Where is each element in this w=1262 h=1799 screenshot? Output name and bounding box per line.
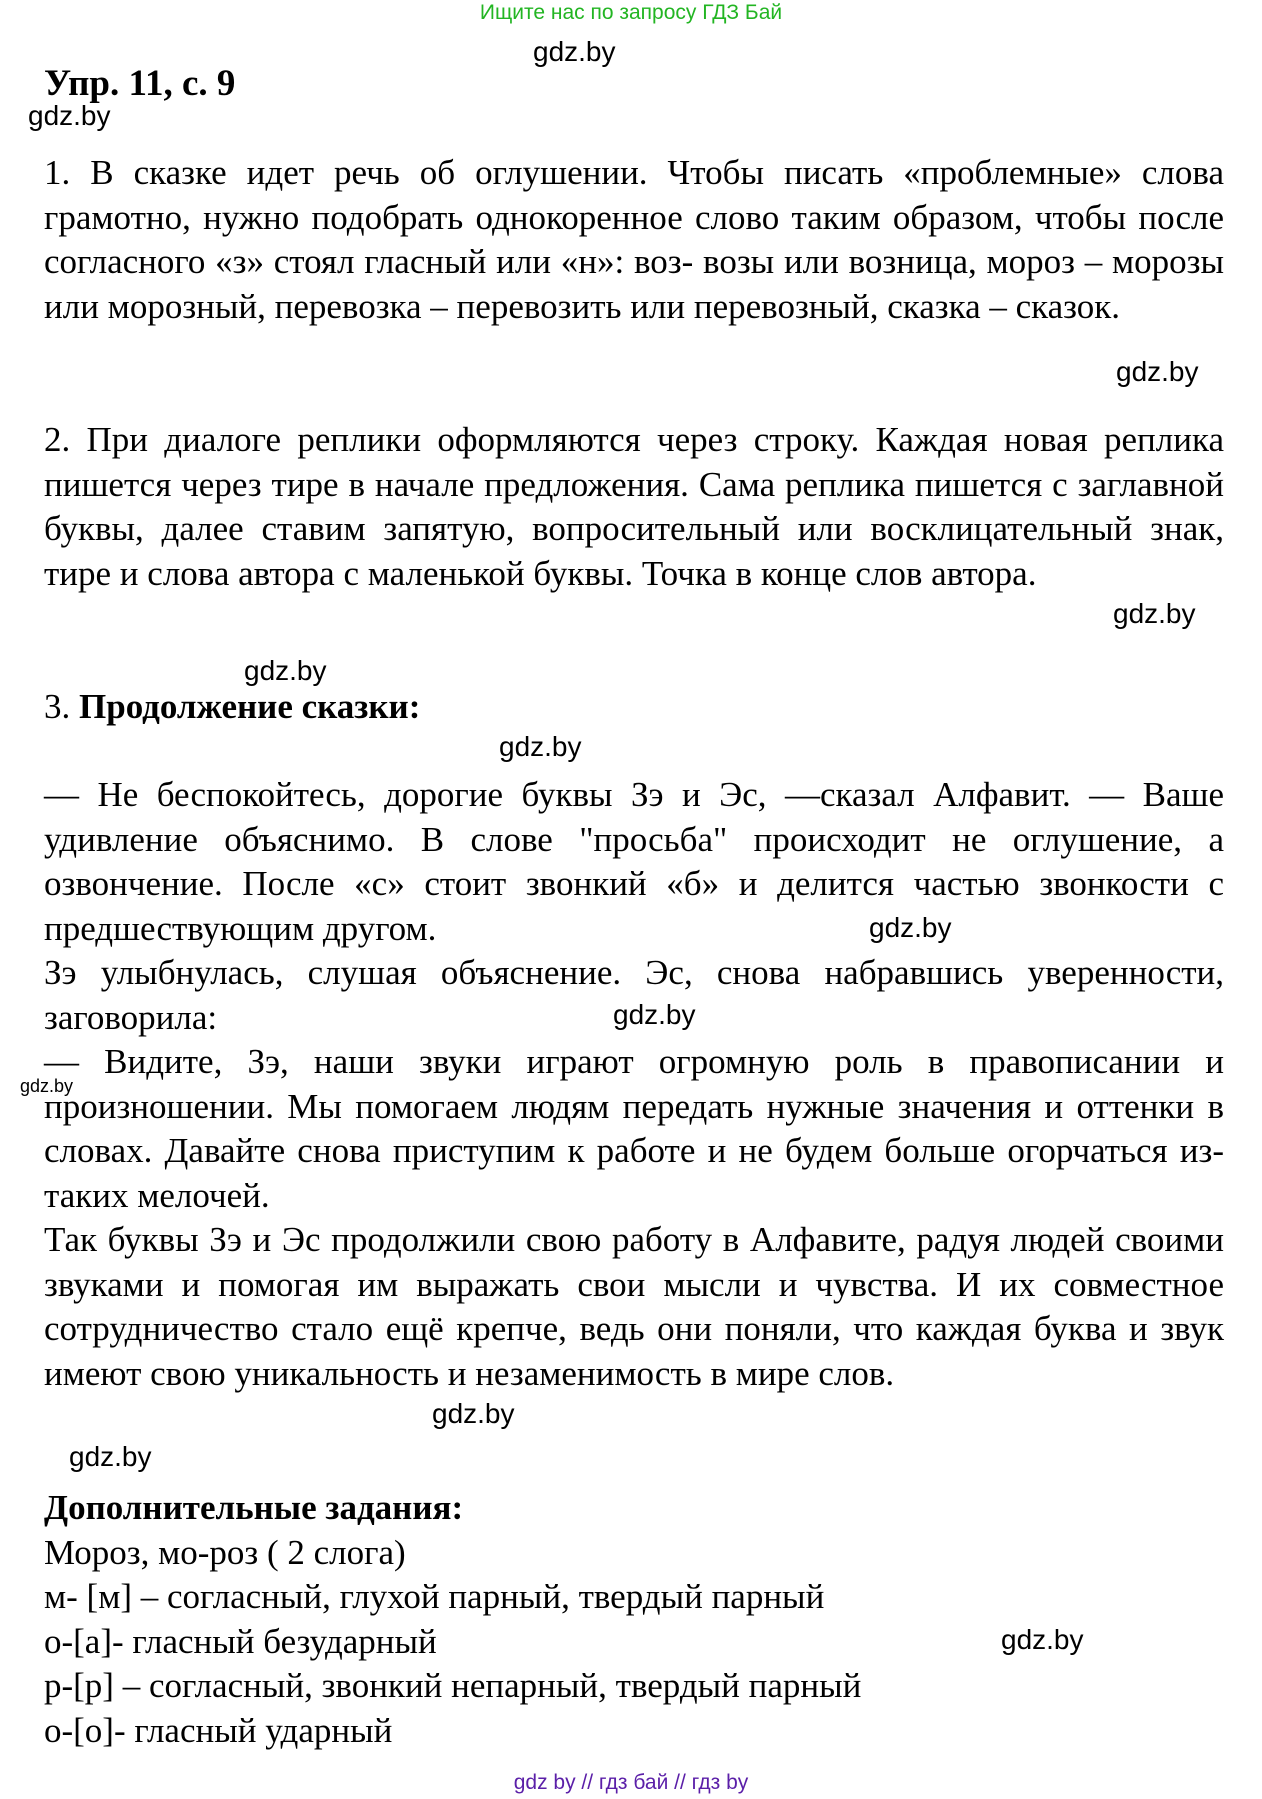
extra-line-2: м- [м] – согласный, глухой парный, твердый парный (44, 1577, 825, 1616)
section-3-heading (44, 685, 420, 729)
watermark: gdz.by (869, 912, 952, 943)
extra-line-3: о-[а]- гласный безударный (44, 1622, 437, 1661)
watermark-small: gdz.by (20, 1076, 74, 1096)
extra-line-1: Мороз, мо-роз ( 2 слога) (44, 1533, 406, 1572)
watermark: gdz.by (432, 1398, 515, 1429)
story-paragraph-4: Так буквы Зэ и Эс продолжили свою работу в Алфавите, радуя людей своими звуками и помогая им выражать свои мысли и чувства. И их совместное сотрудничество стало ещё крепче, ведь они поняли, что каждая буква и звук имеют свою уникальность и незаменимость в мире слов. (44, 1220, 1224, 1393)
watermark: gdz.by (244, 655, 327, 686)
extra-line-5: о-[о]- гласный ударный (44, 1711, 393, 1750)
section-3-number: 3. (44, 687, 71, 726)
watermark: gdz.by (1113, 598, 1196, 629)
story-paragraph-2: Зэ улыбнулась, слушая объяснение. Эс, снова набравшись уверенности, заговорила: (44, 953, 1224, 1037)
extra-tasks-heading: Дополнительные задания: (44, 1488, 464, 1527)
paragraph-2: 2. При диалоге реплики оформляются через строку. Каждая новая реплика пишется через тире в начале предложения. Сама реплика пишется с заглавной буквы, далее ставим запятую, вопросительный или восклицательный знак, тире и слова автора с маленькой буквы. Точка в конце слов автора. (44, 420, 1224, 593)
watermark: gdz.by (69, 1441, 152, 1472)
extra-line-4: р-[р] – согласный, звонкий непарный, твердый парный (44, 1666, 862, 1705)
story-paragraph-3: — Видите, Зэ, наши звуки играют огромную роль в правописании и произношении. Мы помогаем людям передать нужные значения и оттенки в словах. Давайте снова приступим к работе и не будем больше огорчаться из-таких мелочей. (44, 1042, 1224, 1215)
watermark: gdz.by (28, 100, 111, 131)
story-paragraph-1: — Не беспокойтесь, дорогие буквы Зэ и Эс, —сказал Алфавит. — Ваше удивление объяснимо. В слове "просьба" происходит не оглушение, а озвончение. После «с» стоит звонкий «б» и делится частью звонкости с предшествующим другом. (44, 775, 1224, 948)
watermark: gdz.by (1001, 1624, 1084, 1655)
watermark: gdz.by (499, 731, 582, 762)
watermark: gdz.by (613, 999, 696, 1030)
footer-links: gdz by // гдз бай // гдз by (513, 1771, 749, 1794)
paragraph-1: 1. В сказке идет речь об оглушении. Чтобы писать «проблемные» слова грамотно, нужно подобрать однокоренное слово таким образом, чтобы после согласного «з» стоял гласный или «н»: воз- возы или возница, мороз – морозы или морозный, перевозка – перевозить или перевозный, сказка – сказок. (44, 153, 1224, 326)
top-banner: Ищите нас по запросу ГДЗ Бай (479, 1, 783, 24)
watermark: gdz.by (533, 36, 616, 67)
section-3-title: Продолжение сказки: (79, 687, 421, 726)
watermark: gdz.by (1116, 356, 1199, 387)
page-title: Упр. 11, с. 9 (44, 63, 236, 104)
